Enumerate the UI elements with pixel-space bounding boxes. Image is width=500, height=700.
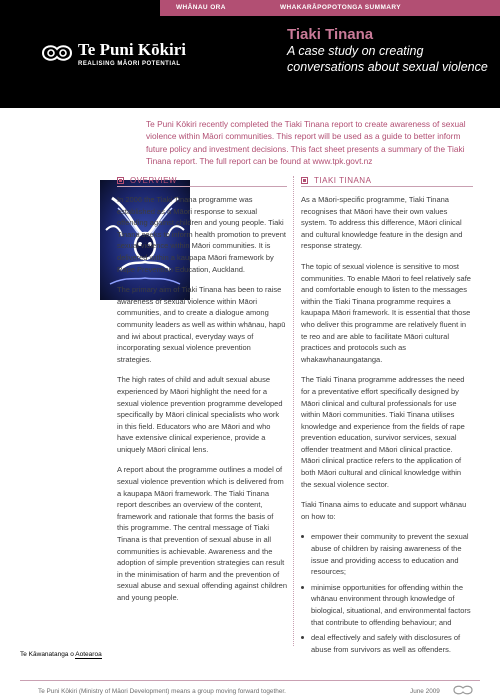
overview-heading: [117, 176, 177, 185]
tiaki-heading: [301, 176, 371, 185]
govt-prefix: Te Kāwanatanga o: [20, 651, 76, 658]
govt-logo: [20, 651, 102, 658]
org-tagline: REALISING MĀORI POTENTIAL: [78, 61, 181, 67]
overview-paragraph: A report about the programme outlines a model of sexual violence prevention which is delivered from a kaupapa Māori framework. The Tiaki Tinana report describes an overview of the content, framework and rationale that forms the basis of this programme. The central message of Tiaki Tinana is that prevention of sexual abuse in all communities is achievable. Awareness and the adoption of simple prevention strategies can result in the minimisation of harm and the prevention of sexual abuse and sexual offending against children and young people.: [117, 465, 287, 602]
list-item: deal effectively and safely with disclosures of abuse from survivors as well as offenders.: [301, 632, 473, 655]
tiaki-rule: [301, 186, 473, 187]
overview-column: [117, 194, 287, 613]
overview-heading-label: OVERVIEW: [130, 176, 177, 185]
tab-whanau-ora: WHĀNAU ORA: [160, 0, 274, 16]
section-marker-icon: [117, 177, 124, 184]
tiaki-paragraph: The topic of sexual violence is sensitive to most communities. To enable Māori to feel relatively safe and comfortable enough to listen to the messages within the Tiaki Tinana programme requires a kaupapa Māori framework. It is essential that those who deliver this programme are relatively fluent in te reo and are able to facilitate Māori cultural practices and protocols such as whakawhanaungatanga.: [301, 261, 471, 364]
tiaki-paragraph: The Tiaki Tinana programme addresses the need for a preventative effort specifically designed by Māori clinical and cultural professionals for use within Māori communities. Tiaki Tinana utilises knowledge and experience from the fields of rape prevention education, survivor services, sexual offender treatment and Māori clinical practice. Māori clinical practice refers to the application of both Māori cultural and clinical knowledge within the sexual violence sector.: [301, 375, 465, 489]
tiaki-paragraph: As a Māori-specific programme, Tiaki Tinana recognises that Māori have their own values system. To address this difference, Māori clinical and cultural knowledge feature in the design and response strategy.: [301, 195, 463, 251]
footer-text: Te Puni Kōkiri (Ministry of Māori Development) means a group moving forward together.: [38, 688, 286, 695]
org-name: Te Puni Kōkiri: [78, 40, 187, 59]
section-marker-icon: [301, 177, 308, 184]
tiaki-column: [301, 194, 473, 659]
overview-paragraph: In 2006 the Tiaki Tinana programme was established as a Māori response to sexual offending against children and young people. Tiaki Tinana seeks to inform health promotion to prevent sexual violence within Māori communities. It is delivered within a kaupapa Māori framework by Rape Prevention Education, Auckland.: [117, 195, 286, 274]
column-divider: [293, 176, 295, 646]
org-logo: [40, 40, 210, 70]
page-subtitle: A case study on creating conversations about sexual violence: [287, 44, 488, 74]
koru-logo-icon: [40, 42, 74, 64]
intro-paragraph: Te Puni Kōkiri recently completed the Tiaki Tinana report to create awareness of sexual violence within Māori communities. This report will be used as a guide to better inform future policy and investment decisions. This fact sheet presents a summary of the Tiaki Tinana report. The full report can be found at www.tpk.govt.nz: [146, 119, 466, 166]
tiaki-heading-label: TIAKI TINANA: [314, 176, 372, 185]
tiaki-paragraph: Tiaki Tinana aims to educate and support whānau on how to:: [301, 500, 467, 521]
header-banner: [0, 0, 500, 108]
footer-divider: [20, 680, 480, 681]
overview-paragraph: The high rates of child and adult sexual abuse experienced by Māori highlight the need for a sexual violence prevention programme developed specifically by Māori clinical specialists who work in this field. Educators who are Māori and who have extensive clinical experience, provide a uniquely Māori clinical lens.: [117, 375, 283, 454]
aims-list: [301, 531, 473, 655]
list-item: empower their community to prevent the sexual abuse of children by raising awareness of the issue and providing access to education and resources;: [301, 531, 473, 577]
overview-paragraph: The primary aim of Tiaki Tinana has been to raise awareness of sexual violence within Māori communities, and to create a dialogue among community leaders as well as within whānau, hapū and iwi about practical, everyday ways of incorporating sexual violence prevention strategies.: [117, 285, 286, 364]
overview-rule: [117, 186, 287, 187]
page-title: Tiaki Tinana: [287, 26, 374, 43]
footer-date: June 2009: [410, 688, 440, 695]
koru-footer-icon: [452, 684, 474, 696]
tab-summary: WHAKARĀPOPOTONGA SUMMARY: [260, 0, 500, 16]
list-item: minimise opportunities for offending within the whānau environment through knowledge of biological, situational, and environmental factors that contribute to offending behaviour; and: [301, 582, 473, 628]
govt-name: Aotearoa: [75, 651, 102, 658]
